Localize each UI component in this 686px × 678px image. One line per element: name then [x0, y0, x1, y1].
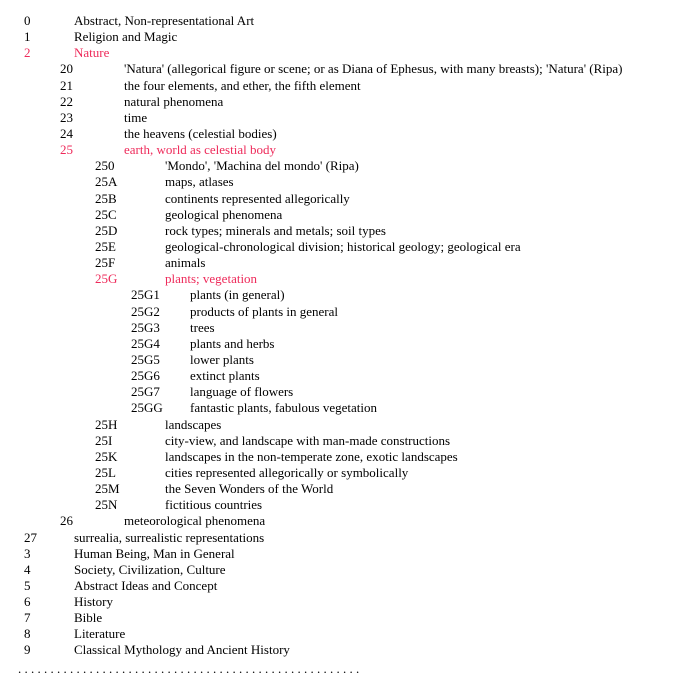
item-code[interactable]: 2 — [24, 45, 31, 61]
item-code[interactable]: 25C — [95, 206, 117, 222]
item-code[interactable]: 25G2 — [131, 303, 160, 319]
item-code[interactable]: 25B — [95, 190, 117, 206]
item-code[interactable]: 25G6 — [131, 368, 160, 384]
classification-item — [0, 449, 686, 465]
item-code[interactable]: 8 — [24, 626, 31, 642]
item-label[interactable]: Human Being, Man in General — [74, 545, 235, 561]
item-label[interactable]: the heavens (celestial bodies) — [124, 125, 277, 141]
item-label[interactable]: plants and herbs — [190, 335, 275, 351]
item-code[interactable]: 25GG — [131, 400, 163, 416]
item-code[interactable]: 25A — [95, 174, 118, 190]
classification-item — [0, 61, 686, 77]
classification-item — [0, 546, 686, 562]
classification-item — [0, 481, 686, 497]
item-code[interactable]: 26 — [60, 513, 73, 529]
item-label[interactable]: time — [124, 109, 148, 125]
item-label[interactable]: surrealia, surrealistic representations — [74, 529, 265, 545]
item-code[interactable]: 25H — [95, 416, 118, 432]
item-label[interactable]: Society, Civilization, Culture — [74, 561, 226, 577]
item-label[interactable]: fictitious countries — [165, 497, 263, 513]
classification-item — [0, 642, 686, 658]
item-code[interactable]: 25L — [95, 464, 116, 480]
item-label[interactable]: Abstract Ideas and Concept — [74, 577, 218, 593]
item-code[interactable]: 20 — [60, 61, 73, 77]
item-label[interactable]: animals — [165, 255, 206, 271]
item-label[interactable]: Literature — [74, 626, 126, 642]
item-label[interactable]: natural phenomena — [124, 93, 224, 109]
item-label[interactable]: Religion and Magic — [74, 29, 178, 45]
item-code[interactable]: 3 — [24, 545, 31, 561]
item-label[interactable]: the four elements, and ether, the fifth element — [124, 77, 361, 93]
classification-item — [0, 78, 686, 94]
classification-item — [0, 158, 686, 174]
item-code[interactable]: 21 — [60, 77, 73, 93]
dotted-separator: . . . . . . . . . . . . . . . . . . . . . . . . . . . . . . . . . . . . . . . . . . . . . . . . . . . . . — [18, 660, 360, 676]
classification-item — [0, 126, 686, 142]
item-code[interactable]: 25M — [95, 481, 120, 497]
classification-item — [0, 465, 686, 481]
item-code[interactable]: 25E — [95, 238, 116, 254]
item-code[interactable]: 25N — [95, 497, 118, 513]
item-label[interactable]: trees — [190, 319, 215, 335]
item-code[interactable]: 25G3 — [131, 319, 160, 335]
classification-item — [0, 417, 686, 433]
classification-item — [0, 530, 686, 546]
item-label[interactable]: continents represented allegorically — [165, 190, 350, 206]
classification-item — [0, 626, 686, 642]
item-label[interactable]: Nature — [74, 45, 110, 61]
item-label[interactable]: 'Natura' (allegorical figure or scene; or as Diana of Ephesus, with many breasts); 'Natura' (Ripa) — [124, 61, 623, 77]
classification-item — [0, 578, 686, 594]
item-label[interactable]: rock types; minerals and metals; soil types — [165, 222, 386, 238]
item-code[interactable]: 7 — [24, 610, 31, 626]
item-code[interactable]: 25G — [95, 271, 118, 287]
classification-item — [0, 610, 686, 626]
item-code[interactable]: 6 — [24, 594, 31, 610]
item-code[interactable]: 25G1 — [131, 287, 160, 303]
item-label[interactable]: earth, world as celestial body — [124, 142, 276, 158]
classification-item — [0, 562, 686, 578]
item-label[interactable]: products of plants in general — [190, 303, 339, 319]
item-code[interactable]: 25I — [95, 432, 113, 448]
item-code[interactable]: 27 — [24, 529, 37, 545]
classification-item — [0, 207, 686, 223]
item-label[interactable]: maps, atlases — [165, 174, 234, 190]
item-code[interactable]: 5 — [24, 577, 31, 593]
item-label[interactable]: language of flowers — [190, 384, 294, 400]
item-code[interactable]: 1 — [24, 29, 31, 45]
item-code[interactable]: 23 — [60, 109, 73, 125]
classification-item — [0, 384, 686, 400]
item-code[interactable]: 250 — [95, 158, 115, 174]
item-label[interactable]: the Seven Wonders of the World — [165, 481, 334, 497]
item-code[interactable]: 4 — [24, 561, 31, 577]
classification-item — [0, 45, 686, 61]
item-label[interactable]: plants; vegetation — [165, 271, 258, 287]
item-label[interactable]: lower plants — [190, 351, 254, 367]
item-code[interactable]: 9 — [24, 642, 31, 658]
item-label[interactable]: Classical Mythology and Ancient History — [74, 642, 290, 658]
classification-item — [0, 110, 686, 126]
classification-item — [0, 336, 686, 352]
classification-item — [0, 271, 686, 287]
classification-item — [0, 223, 686, 239]
item-code[interactable]: 25F — [95, 255, 116, 271]
item-label[interactable]: History — [74, 594, 113, 610]
item-label[interactable]: Bible — [74, 610, 103, 626]
item-label[interactable]: plants (in general) — [190, 287, 285, 303]
item-code[interactable]: 25G4 — [131, 335, 160, 351]
item-label[interactable]: cities represented allegorically or symbolically — [165, 464, 409, 480]
classification-item — [0, 304, 686, 320]
classification-item — [0, 368, 686, 384]
item-label[interactable]: meteorological phenomena — [124, 513, 266, 529]
item-label[interactable]: geological phenomena — [165, 206, 283, 222]
classification-item — [0, 433, 686, 449]
item-code[interactable]: 25D — [95, 222, 118, 238]
item-label[interactable]: fantastic plants, fabulous vegetation — [190, 400, 378, 416]
classification-item — [0, 497, 686, 513]
classification-item — [0, 142, 686, 158]
classification-item — [0, 320, 686, 336]
item-label[interactable]: extinct plants — [190, 368, 260, 384]
classification-item — [0, 29, 686, 45]
item-label[interactable]: geological-chronological division; historical geology; geological era — [165, 238, 521, 254]
item-label[interactable]: city-view, and landscape with man-made constructions — [165, 432, 451, 448]
item-code[interactable]: 25 — [60, 142, 73, 158]
item-code[interactable]: 25K — [95, 448, 118, 464]
item-code[interactable]: 25G7 — [131, 384, 160, 400]
item-code[interactable]: 25G5 — [131, 351, 160, 367]
classification-item — [0, 400, 686, 416]
classification-item — [0, 594, 686, 610]
classification-item — [0, 191, 686, 207]
classification-item — [0, 94, 686, 110]
item-code[interactable]: 22 — [60, 93, 73, 109]
item-label[interactable]: Abstract, Non-representational Art — [74, 13, 255, 28]
item-label[interactable]: landscapes — [165, 416, 222, 432]
item-code[interactable]: 24 — [60, 125, 73, 141]
classification-item — [0, 287, 686, 303]
item-label[interactable]: landscapes in the non-temperate zone, exotic landscapes — [165, 448, 458, 464]
classification-item — [0, 13, 686, 29]
item-code[interactable]: 0 — [24, 13, 31, 28]
classification-item — [0, 352, 686, 368]
classification-item — [0, 513, 686, 529]
classification-item — [0, 174, 686, 190]
classification-item — [0, 255, 686, 271]
classification-item — [0, 239, 686, 255]
item-label[interactable]: 'Mondo', 'Machina del mondo' (Ripa) — [165, 158, 359, 174]
